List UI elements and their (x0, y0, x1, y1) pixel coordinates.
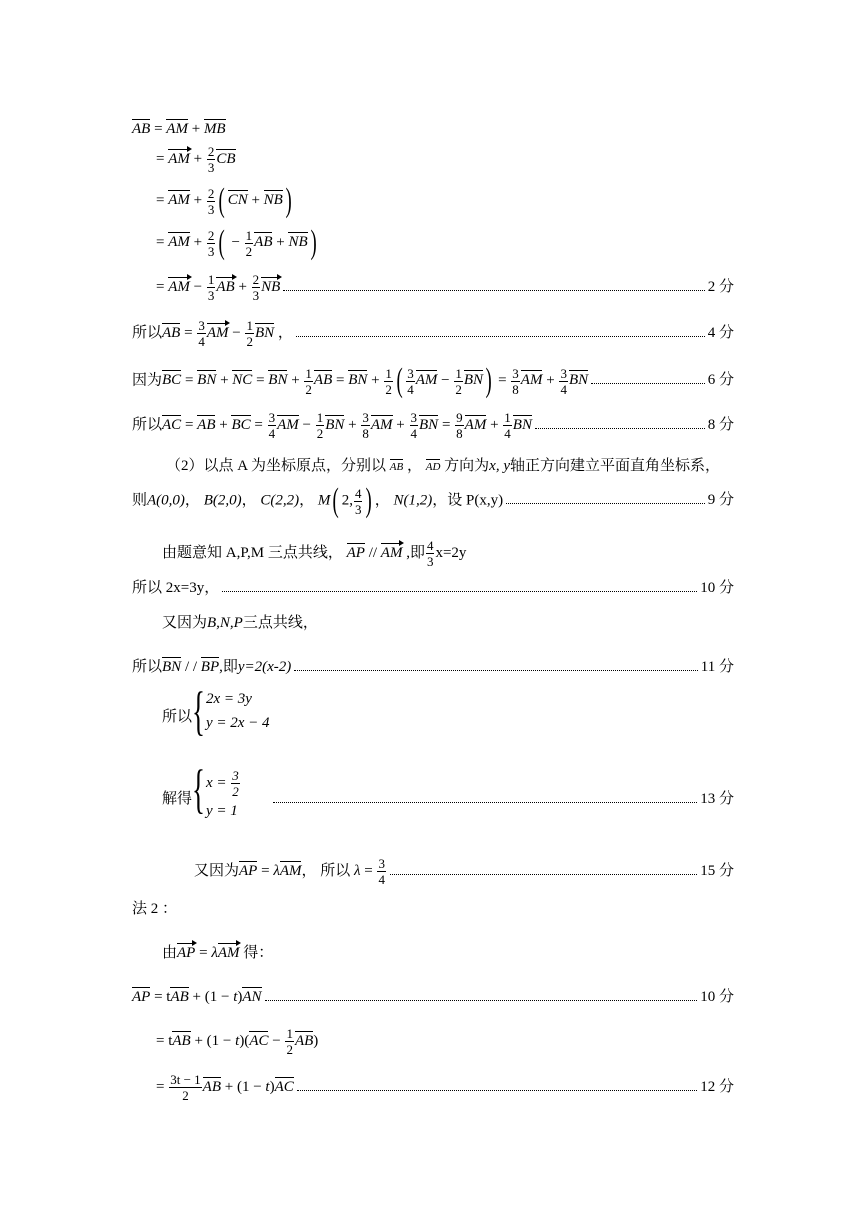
brace-1: { (192, 681, 205, 741)
score-9: 9 分 (707, 492, 734, 509)
solution-y: y = 1 (206, 803, 238, 819)
eq-line-6: 所以AB = $\frac{3}{4}$ AM − $\frac{1}{2}$ BN ， 4 分 (132, 318, 734, 349)
text-collinear-apm: 由题意知 A,P,M 三点共线， AP // AM ,即 $\frac{4}{3}$ x=2y (162, 538, 467, 569)
text-collinear-bnp: 又因为B,N,P三点共线， (162, 615, 318, 631)
eq-line-4: = AM + $\frac{2}{3}$ ( − $\frac{1}{2}$ AB + NB) (156, 224, 317, 261)
text-suoyi: 所以 (132, 324, 163, 341)
solution-x: x = $\frac{3}{2}$ (206, 768, 239, 799)
score-11: 11 分 (700, 659, 734, 675)
brace-2: { (192, 759, 205, 819)
eq-ap-expansion-3: = $\frac{3t - 1}{2}$ AB + (1 − t)AC 12 分 (156, 1072, 734, 1103)
text-bn-bp: 所以BN / / BP,即y=2(x-2) 11 分 (132, 656, 734, 675)
score-4: 4 分 (707, 324, 734, 341)
score-6: 6 分 (707, 372, 734, 389)
system-eq-1: 2x = 3y (206, 691, 252, 707)
score-line-13 (270, 792, 734, 807)
score-2: 2 分 (707, 278, 734, 295)
text-system-label: 所以 (162, 709, 193, 725)
score-12: 12 分 (700, 1078, 734, 1095)
text-solve-label: 解得 (162, 791, 193, 807)
text-coordinates: 则A(0,0)， B(2,0)， C(2,2)， M( 2, $\frac{4}{3}$ ) ， N(1,2)，设 P(x,y) 9 分 (132, 482, 734, 519)
score-13: 13 分 (700, 791, 734, 807)
text-lambda-result: 又因为AP = λAM， 所以 λ = $\frac{3}{4}$ 15 分 (194, 856, 734, 887)
eq-line-3: = AM + $\frac{2}{3}$ ( CN + NB) (156, 182, 292, 219)
eq-ap-expansion: AP = tAB + (1 − t)AN 10 分 (132, 986, 734, 1005)
text-2x-3y: 所以 2x=3y， 10 分 (132, 580, 734, 596)
score-15: 15 分 (700, 862, 734, 879)
eq-line-5: = AM − $\frac{1}{3}$ AB + $\frac{2}{3}$ NB 2 分 (156, 272, 734, 303)
text-method-2: 法 2 ： (132, 901, 178, 917)
text-part2-intro: （2）以点 A 为坐标原点，分别以 AB ， AD 方向为x, y轴正方向建立平面直角坐标系， (166, 458, 721, 474)
text-yinwei: 因为 (132, 372, 163, 389)
eq-line-7: 因为BC = BN + NC = BN + $\frac{1}{2}$ AB = BN + $\frac{1}{2}$ ( $\frac{3}{4}$ AM − $\frac{1}{2}$ BN) = $\frac{3}{8}$ AM + $\frac{3}{4}$ BN 6 分 (132, 362, 734, 399)
score-8: 8 分 (707, 416, 734, 433)
text-from-ap: 由AP = λAM 得： (162, 942, 273, 961)
eq-line-2: = AM + $\frac{2}{3}$ CB (156, 144, 236, 175)
eq-line-1: AB = AM + MB (132, 118, 226, 137)
system-eq-2: y = 2x − 4 (206, 715, 270, 731)
score-10b: 10 分 (700, 989, 734, 1005)
score-10: 10 分 (700, 580, 734, 596)
text-suoyi: 所以 (132, 416, 163, 433)
eq-line-8: 所以AC = AB + BC = $\frac{3}{4}$ AM − $\frac{1}{2}$ BN + $\frac{3}{8}$ AM + $\frac{3}{4}$ BN = $\frac{9}{8}$ AM + $\frac{1}{4}$ BN 8 分 (132, 410, 734, 441)
eq-ap-expansion-2: = tAB + (1 − t)(AC − $\frac{1}{2}$ AB) (156, 1026, 319, 1057)
